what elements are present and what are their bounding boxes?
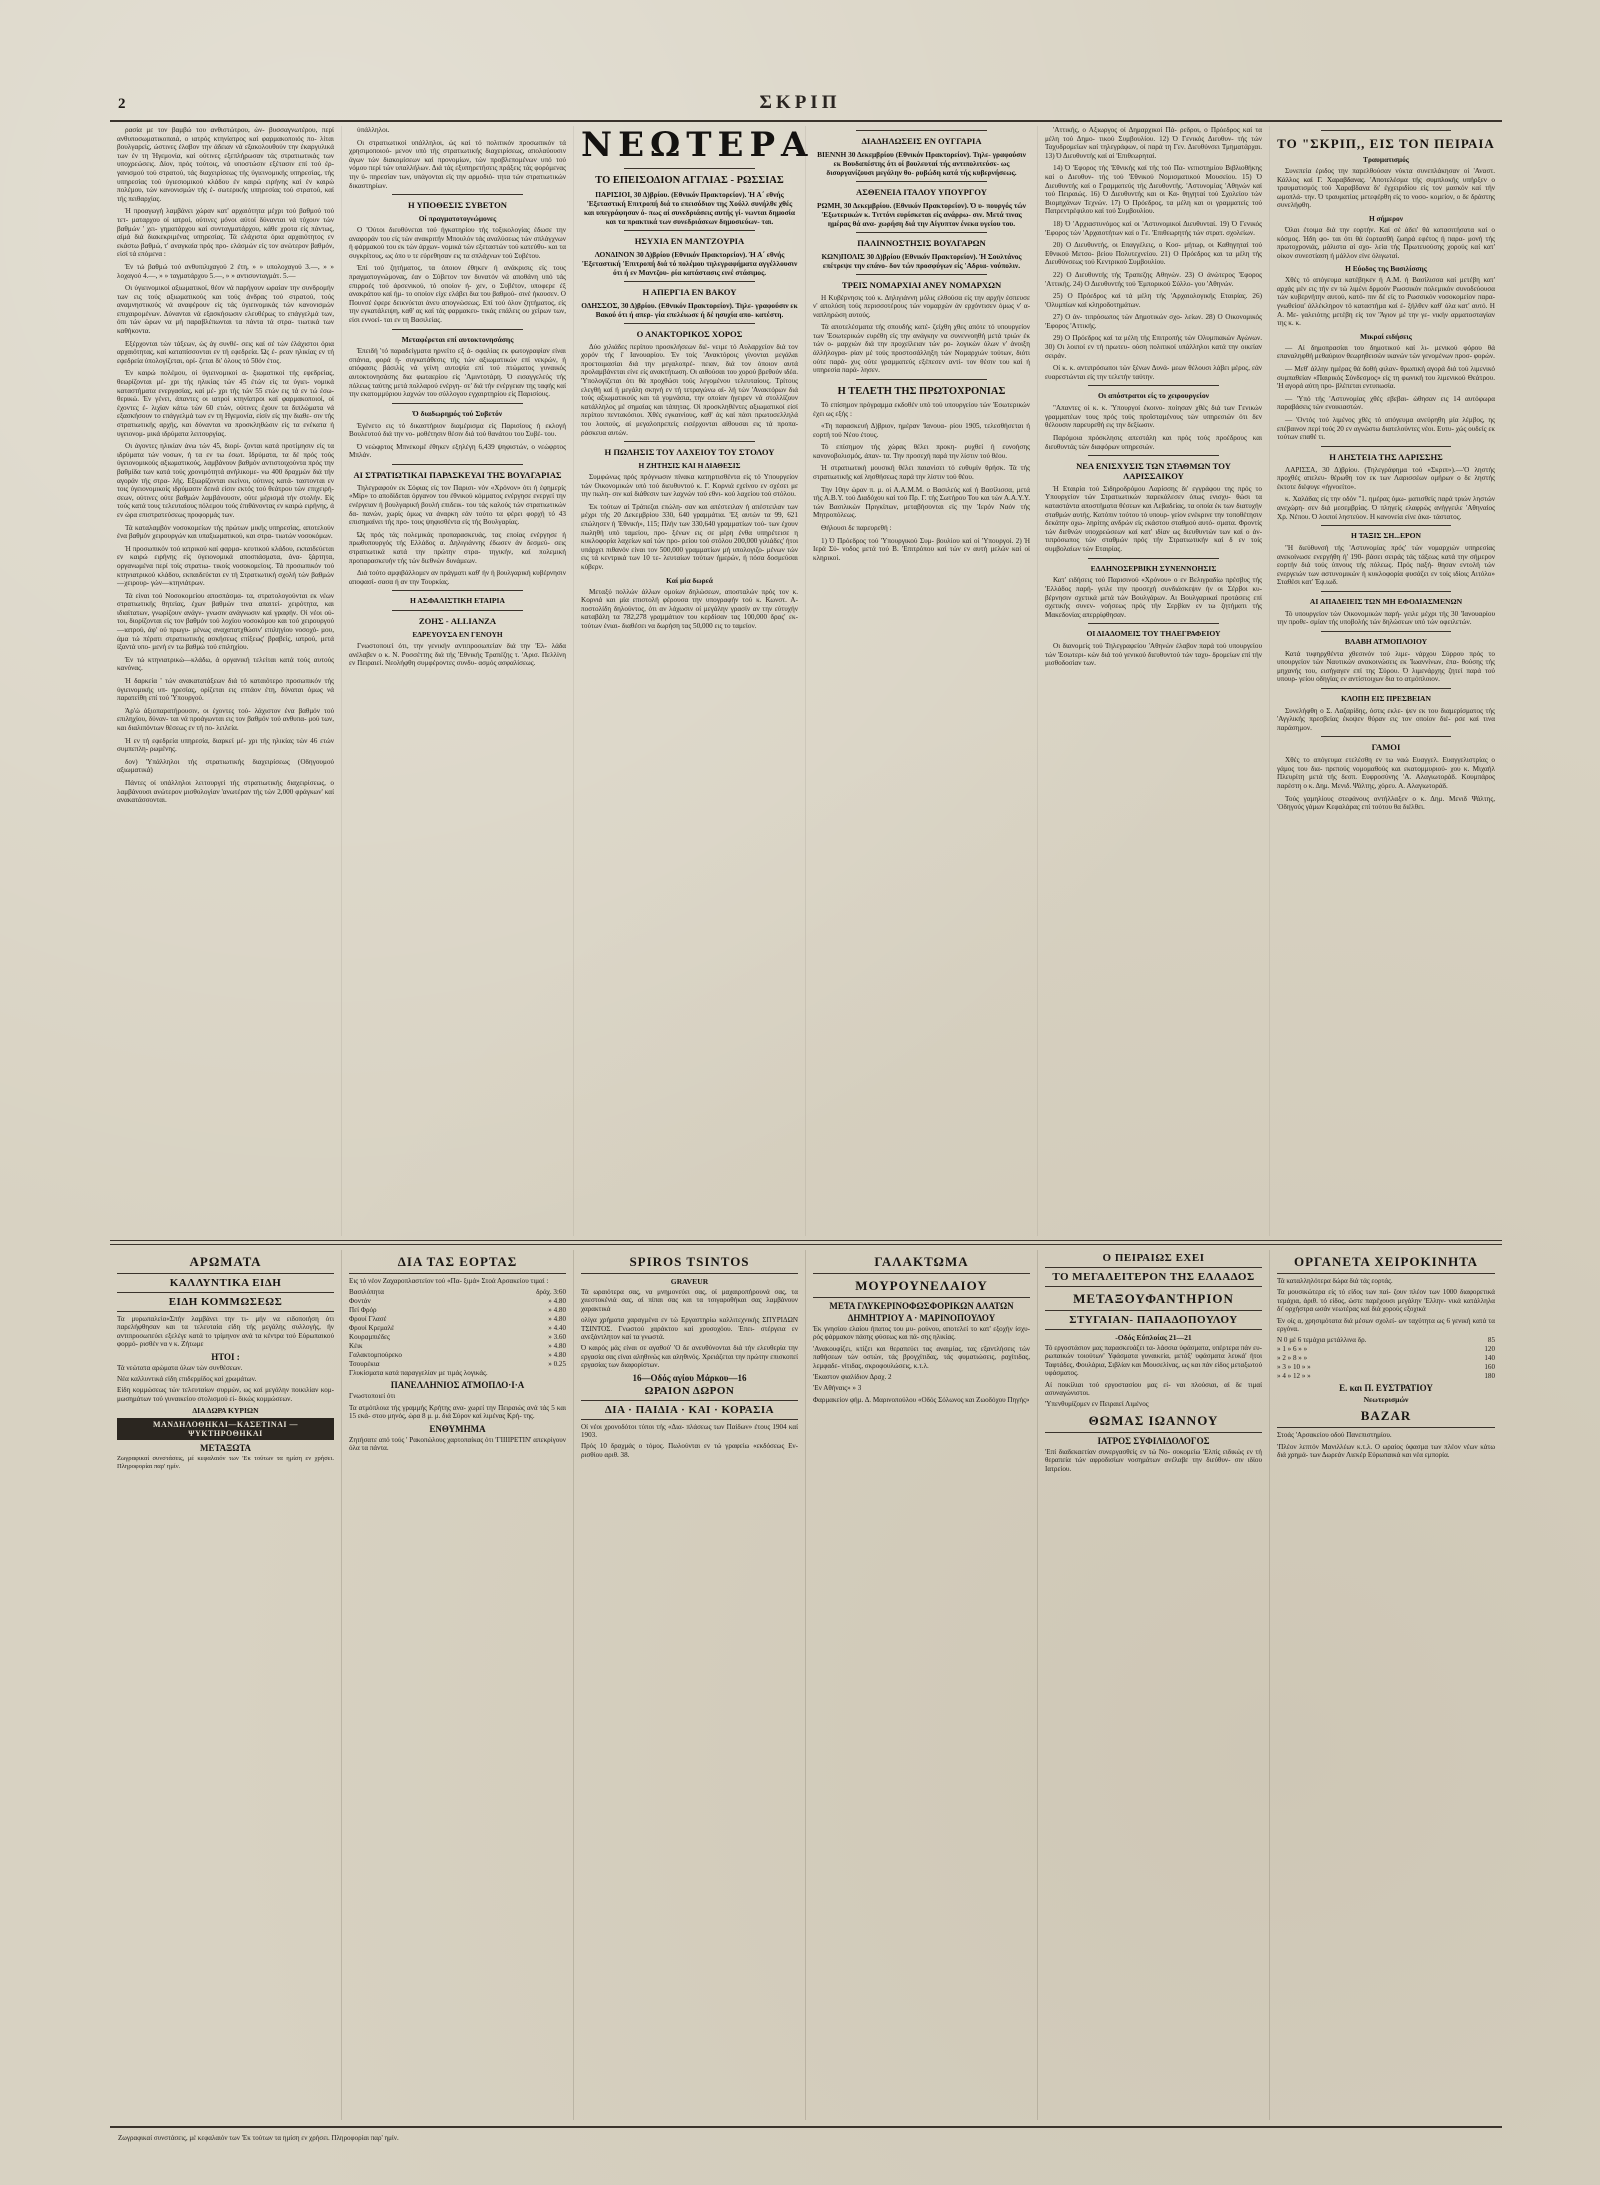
rule-divider <box>1277 1273 1495 1274</box>
ad-title: ΟΡΓΑΝΕΤΑ ΧΕΙΡΟΚΙΝΗΤΑ <box>1293 1254 1479 1269</box>
article-paragraph: Όλαι έτοιμα διά την εορτήν. Καί σέ άδει' θά κατασιτήσατα καί ο κόσμος. Ήδη φο- ται ότι θά έορτασθή ζωηρά εφέτος ή παρα- μονή τής πρωτοχρονιάς, μάλιστα αί σχο- λεία τής Πρωτευούσης χορούς καί κατ' οίκον συνεστίαση ή μάλλον είνε όλιγωταί. <box>1277 225 1495 260</box>
price-value: » 4.80 <box>548 1342 566 1351</box>
rule-divider <box>856 379 986 380</box>
article-paragraph: Συμφώνως πρός πρόγνωσιν πίνακα κατηρτισθέντα είς τό Υπουργείον τών Οικονομικών υπό τού διευθυντού κ. Γ. Κορνιά εχείνου εν σχέσει με την πωλη- σιν καί διάθεσιν των λαχνών τού εθνι- κού λαχείου τού στόλου. <box>581 473 798 499</box>
ad-paragraph: Ζητήσατε από τούς ' Ρακοπώλους χαρτοπαίκας ότι 'ΓΙΙΙΙΡΕΤΙΝ' απεκρίγουν όλα τα πάντα. <box>349 1435 566 1453</box>
article-headline: ΔΙΑΔΗΛΩΣΕΙΣ ΕΝ ΟΥΓΓΑΡΙΑ <box>861 136 982 146</box>
price-label: Φρουί Κρεμαλέ <box>349 1324 395 1333</box>
price-row <box>349 1315 566 1324</box>
article-headline: Η ΤΕΛΕΤΗ ΤΗΣ ΠΡΩΤΟΧΡΟΝΙΑΣ <box>837 385 1006 397</box>
article-subhead: ΠΑΡΙΣΙΟΙ, 30 Δ)βρίου. (Εθνικόν Πρακτορείον). Ή Α΄ εθνής 'Εξεταστική Επιτροπή διά το επεισόδιον της Χούλλ συνήλθε χθές και υπεγράφησαν ό- πως αί συνεδριάσεις αυτής γί- νωνται δημοσία και τα πρακτικά των συνεδριάσεων δημοσιεύων- ται. <box>583 190 796 227</box>
ad-title: ΘΩΜΑΣ ΙΩΑΝΝΟΥ <box>1088 1412 1219 1428</box>
article-paragraph: Ό νεώφρτος Μπνεκομέ έθηκεν εξηλέγη 6,439 ψηφιστών, ο νεώφρτος Μπλάν. <box>349 442 566 460</box>
ad-paragraph: Έκ γνησίου ελαίου ήπατος του μυ- ρούνου, αποτελεί το κατ' εξοχήν ίσχυ- ρός φάρμακον πάσης φύσεως και πά- σης ηλικίας. <box>813 1325 1030 1342</box>
article-headline: ΕΔΛΗΝΟΣΕΡΒΙΚΗ ΣΥΝΕΝΝΟΗΣΙΣ <box>1090 563 1217 573</box>
ad-paragraph: Γνωστοποιεί ότι <box>349 1392 396 1401</box>
ad-col-2 <box>342 1250 574 2120</box>
price-label: Κέικ <box>349 1342 363 1351</box>
price-value: 85 <box>1487 1336 1495 1345</box>
article-paragraph: Συνεπεία έριδος την παρελθούσαν νύκτα συνεπλάκησαν οί 'Αναστ. Κάλλος καί Γ. Χαραβδανας. 'Αποτελέσμα τής συμπλοκής υπήρξεν ο τραυματισμός τού Χαραβδανα δι' έγχειριδίου είς τον μασκόν καί τήν ωμοπλά- την. Ό τραυματίας μετεφέρθη είς το νοσο- κομείον, ο δε δράστης συνελήφθη. <box>1277 166 1495 210</box>
article-headline: Η ΑΣΦΑΛΙΣΤΙΚΗ ΕΤΑΙΡΙΑ <box>410 596 505 606</box>
article-paragraph: ρασία με τον βαμβώ του ανθιστώτρου, ών- βυσσαγνωτέρου, περί ανθυποσωματικοπαιά, ο ιατρός κτηνίατρος καί φαρμακοποιός πο- λίται βουλγαρείς, ώστινες έλαβον την άδειαν νά εξακολουθούν την έκαργυλικά των έν τη Ήγεμονία, καί ούτινες εξεπλήρωσαν τάς στρατιωτικάς των υποχρεώσεις. Δίον, πρός τούτοις, νά υποστώσιν εξέτασιν επί τού έρ- γανισμού τού στρατού, τάς διαχειρίσεως τής ύγιεινομικής υπηρεσίας, τής υπηρεσίας τού ύγιεσιομικού κλάδου έν καιρώ ειρήνης καί έν καιρώ πολέμου, τών κανονισμών τής έ- σωτερικής υπηρεσίας τού στρατού, καί τής πειθαρχίας. <box>117 126 334 203</box>
ad-subtitle: ΤΟ ΜΕΓΑΛΕΙΤΕΡΟΝ ΤΗΣ ΕΛΛΑΔΟΣ <box>1052 1271 1255 1283</box>
col-3 <box>574 125 814 1236</box>
price-value: » 4.80 <box>548 1306 566 1315</box>
article-paragraph: Άρ'ώ άξιοπαρατήρουσιν, οι έχοντες τού- λάχιστον ένα βαθμόν τού επιληχίου, δύναν- ται νά προάγωνται εις τον βαθμόν τού ανθυπα- μού των, και διαλιπόντων θέσεως εν τή πο- λειλεία. <box>117 706 334 732</box>
rule-divider <box>1321 736 1452 737</box>
article-paragraph: Τά αποτελέσματα τής σπουδής κατέ- ζείχθη χθες απότε τό υπουργείον των 'Εσωτερικών ευρέθη είς την ανάγκην να συνεννοηθή μετά τριών έκ τών ο- μαρχιών διά την προχείλειαν τών ρο- λογικών όλων ν' άνοιξη άλλήλογρα- ρίαν μέ τούς προστοσάλληξη τών Νομαρχιών τούτων, διότι ούτε παρά- χυς ούτε γραμματεύς εξέπεσεν αντί- τον θέσιν του καί ή υπηρεσία παρά- λησεν. <box>813 323 1030 375</box>
rule-divider <box>117 1292 334 1293</box>
ad-title: ΔΙΑ ΤΑΣ ΕΟΡΤΑΣ <box>397 1254 518 1269</box>
article-paragraph: 27) Ο άν- τιπρόσωπος τών Δημοτικών σχο- λείων. 28) Ο Οικονομικός 'Εφορος 'Αττικής. <box>1045 313 1262 330</box>
article-headline: Η ΤΑΞΙΣ ΣΗ...ΕΡΟΝ <box>1350 531 1422 541</box>
article-headline: ΟΙ ΔΙΑΔΟΜΕΙΣ ΤΟΥ ΤΗΛΕΓΡΑΦΕΙΟΥ <box>1086 629 1221 639</box>
article-paragraph: Ο 'Ούτοι διευθύνεται τού ήγκατηρίου τής τοξικολογίας έδωσε την αναφοράν του είς τών ανακριτήν Μπουλόν τάς αναλύσεως τών σπλάγχνων ή φάρμακού του εκ τών άρχων- νομικά τών εξεταστών τού κατεύθυ- και τα συγκρίτους, ως όπο υ τε εύρεθησαν εις τα σπλάχνων τού Συβέτου. <box>349 226 566 260</box>
ad-paragraph: Τά καταλληλότερα δώρα διά τάς εορτάς. <box>1277 1277 1393 1285</box>
ad-paragraph: Τό εργοστάσιον μας παρασκευάζει τα- λάσσια ύφάσματα, υπέρτερα πάν ευ- ρωπαικών τοιούτων' Υφάσματα γυναικεία, μετάξ' υφάσματα λευκά' ήτοι Ταφτάδες, Φουλάρια, Σιβλίαν και Μουσελίνας, ως και πάν είδος μεταξωτού υφάσματος. <box>1045 1344 1262 1378</box>
rule-divider <box>1045 1432 1262 1433</box>
price-row <box>349 1297 566 1306</box>
mid-rule <box>110 1240 1502 1245</box>
ad-subtitle: ΩΡΑΙΟΝ ΔΩΡΟΝ <box>644 1384 735 1397</box>
rule-divider <box>813 1273 1030 1274</box>
article-paragraph: "Απαντες οί κ. κ. 'Υπουργοί έκοινο- ποίησαν χθές διά των Γενικών γραμματέων τους πρός τούς προϊσταμένους τών υπηρεσιών ότι δεν θέλουσιν παρευρεθή εις την δεξίωσιν. <box>1045 404 1262 430</box>
price-label: Πεί Φρόρ <box>349 1306 377 1315</box>
article-headline: Η ΑΠΕΡΓΙΑ ΕΝ ΒΑΚΟΥ <box>642 286 737 297</box>
article-paragraph: Τά καταλαμβόν νοσοκομείων τής πρώτων μικής υπηρεσίας, αποτελούν ένα βαθμόν χειρουργών και υπαξιωματικού, και στρα- τιωτών νοσοκόμων. <box>117 523 334 541</box>
article-paragraph: κ. Χαλάδας είς την οδόν "1. ημέρας όμω- ματισθείς παρά τριών ληστών ανεχώρη- σεν διά μεσεμβρίας. Ό πληγείς ελαφρώς ανήγγειλε 'Αθηναίος Χρ. Νέπου. Ό λοιποί ληστεύον. Η κανονεία είνε άκα- τάστατος. <box>1277 495 1495 521</box>
rule-divider <box>1321 591 1452 592</box>
article-subhead: Τραυματισμός <box>1363 154 1409 164</box>
ad-heading: ΔΗΜΗΤΡΙΟΥ Α · ΜΑΡΙΝΟΠΟΥΛΟΥ <box>847 1313 996 1323</box>
price-label: » 2 » 8 » » <box>1277 1354 1308 1363</box>
article-paragraph: Ώς πρός τάς πολεμικάς προπαρασκευάς, τας εποίας ενέργησε ή πρωθυπουργός τής Ελλάδος α. Δηλιγιάννης έδωσεν άν δεσμεύ- σεις στρατιωτικά κατά την πρώτην στρα- τηγικήν, καί πολεμική προπαρασκευήν τής τών διεθνών δυνάμεων. <box>349 530 566 565</box>
article-subhead: ΡΩΜΗ, 30 Δεκεμβρίου. (Εθνικόν Πρακτορείον). Ό υ- πουργός τών 'Εξωτερικών κ. Τιττόνι ευρίσκεται είς ανάρρω- σιν. Μετά τινας ημέρας θά ανα- χωρήση διά την Αίγυπτον ένεκα υγείου του. <box>817 200 1026 228</box>
rule-divider <box>1088 385 1218 386</box>
bottom-rule <box>110 2126 1502 2128</box>
ad-paragraph: 'Επί διαδεκαετίαν συνεργασθείς εν τώ Νο- σοκομείω 'Ελπίς ειδικώς εν τή θεραπεία τών αφροδισίων νοσημάτων ανέλαβε την διεύθυν- σιν ιδίου Ιατρείου. <box>1045 1447 1262 1473</box>
article-paragraph: Έγένετο εις τό δικαστήριον διαμέρισμα είς Παρισίους ή εκλογή Βουλευτού διά την νο- μοθέτησιν θέσιν διά τού θανάτου του Συβέ- του. <box>349 421 566 439</box>
ad-title: SPIROS TSINTOS <box>629 1254 750 1269</box>
article-subhead: Η ΖΗΤΗΣΙΣ ΚΑΙ Η ΔΙΑΘΕΣΙΣ <box>638 461 741 471</box>
rule-divider <box>1045 1267 1262 1268</box>
price-row <box>1277 1354 1495 1363</box>
price-label: » 1 » 6 » » <box>1277 1345 1308 1354</box>
price-value: » 4.80 <box>548 1297 566 1306</box>
article-subhead: Καί μία δωρεά <box>666 575 713 585</box>
article-paragraph: Έπειδή 'τό παραδείγματα ηρνείτο εξ ά- σφαλίας εκ φωτογραφίαν είναι σπάνια, φορά ή- συγκατάθεσις τής τών αξιωματικών επί νεκρών, ή απόφασις βάσιλίς νά γείνη αυτοψία επί τού πτώματος γυναικός αυτοκτονησάσης δια φωταερίου είς 'Αμιντοτάρη. Ό εισαγγελεύς τής πόλεως ταύτης μετά πολλαρού ενέργη- σε' διά τήν ενέργειαν της ταφής καί την εκατομμύριου λαχνών του σύλλογου εγχαιρτηρίου είς Παρισίους. <box>349 347 566 399</box>
ad-paragraph: ολίγα χρήματα χαραγμένα εν τώ Εργαστηρίω καλλιτεχνικής ΣΠΥΡΙΔΩΝ ΤΣΙΝΤΟΣ. Γνωστού χαράκτου καί χρυσοχόου. Έπει- στέργεια εν ανεξάντλητον καί τα γνωστά. <box>581 1316 798 1342</box>
article-subhead: ΚΩΝ)ΠΟΛΙΣ 30 Δ)βρίου (Εθνικόν Πρακτορείον). Ή Σουλτάνος επέτρεψε την επάνο- δον τών προσφύγων είς 'Αδρια- νούπολιν. <box>821 251 1022 270</box>
ad-subtitle: ΣΤΥΓΑΙΑΝ- ΠΑΠΑΔΟΠΟΥΛΟΥ <box>1069 1314 1238 1326</box>
article-paragraph: Γνωστοποιεί ότι, την γενικήν αντιπροσωπείαν διά την 'Ελ- λάδα ανέλαβεν ο κ. Ν. Ροσσέττης διά τής 'Εθνικής Τραπέζης τ. 'Αρισ. Πελλίνη εν Πειραιεί. Νεολήφθη συμφέροντες συνδυ- ασμός ασφαλίσεως. <box>349 641 566 668</box>
article-paragraph: Έν καιρώ πολέμου, οί ύγιεινομικοί α- ξιωματικοί τής εφεδρείας, θεωρίζονται μέ- χρι τής ηλικίας τών 45 έτών είς τα ύγιει- νομικά καταστήματα ενεργασίας, καί μέ- χρι τής τών 55 ετών εις τά εν τώ έσω- θερικώ. Έν γένει, άπαντες οι ιατροί κτηνίατροι καί φαρμακοποιοί, οί έχοντες έ- λιχίαν κάτω τών 60 ετών, ούτινες έχουν τα διπλώματα νά εξασκήσουν το επάγγελμά των εν τη Ηγεμονία, είσίν είς την διαθε- σιν τής στρατιωτικής αρχής, και δύνανται να προσκληθώσιν είς τα ενέκατα ή υγειονομ- μικά ιδρύματα λειτουργίας. <box>117 369 334 438</box>
rule-divider <box>624 441 754 442</box>
ad-paragraph: Τα μουσικώτερα είς τό είδος των παί- ζουν πλέον των 1000 διαφορετικά τεμάχια, άριθ. τό είδος, ώστε παρέχουσι μεγάλην 'Ελλην- νικά κατάλληλα δι' ορχήστρα ωσάν νεωτέρας καί διά χορούς εξοχικά <box>1277 1288 1495 1314</box>
article-paragraph: Έν τώ κτηνιατρικώ—κλάδω, ά οργανική τελείται κατά τούς αυτούς κανόνας. <box>117 655 334 673</box>
price-row <box>1277 1372 1495 1381</box>
rule-divider <box>392 610 522 611</box>
article-paragraph: Χθές το απόγευμα ετελέσθη εν τω ναώ Ευαγγελ. Ευαγγελιστρίας ο γάμος του δια- πρεπούς νομομαθούς και εκατομμυριού- χου κ. Μιχαήλ Πλευρίτη μετά τής δεσπ. Ευφροσύνης 'Α. Αλαγιωτοράδ. Κουμπάρος παρέστη ο κ. Δημ. Μενιδ. Ψάλτης, χόρευ. Α. Αλαγιωτοράδ. <box>1277 756 1495 791</box>
article-paragraph: Τό επίσημον τής χώρας θέλει προκη- ρυχθεί ή ευνοήσης κανονοβολισμός, άπαν- τα. Την προσεχή παρά την λίστιν τού θέου. <box>813 443 1030 460</box>
article-paragraph: 1) Ό Πρόεδρος τού 'Υπουργικού Συμ- βουλίου καί οί 'Υπουργοί. 2) Ή Ιερά Σύ- νοδος μετά τού Β. 'Επιτρόπου καί τών εν αυτή μελών καί οί κληρικοί. <box>813 536 1030 562</box>
rule-divider <box>1277 1427 1495 1428</box>
article-paragraph: Ή εν τή εφεδρεία υπηρεσία, διαρκεί μέ- χρι τής ηλικίας τών 46 ετών συμπεπλη- ρωμένης. <box>117 736 334 754</box>
article-paragraph: Διά τούτο αμφιβάλλομεν αν πράγματι καθ' ήν ή βουλγαρική κυβέρνησιν αποφασί- σασα ή αν την Τουρκίας. <box>349 569 566 586</box>
article-paragraph: Τό επίσημον πρόγραμμα εκδοθέν υπό τού υπουργείου τών 'Εσωτερικών έχει ως εξής : <box>813 400 1030 418</box>
article-headline: Η ΥΠΟΘΕΣΙΣ ΣΥΒΕΤΟΝ <box>408 200 507 211</box>
article-subhead: Η σήμερον <box>1368 213 1404 223</box>
ad-title: ΜΕΤΑΞΟΥΦΑΝΤΗΡΙΟΝ <box>1073 1291 1234 1306</box>
price-value: » 4.80 <box>548 1315 566 1324</box>
price-value: » 4.80 <box>548 1351 566 1360</box>
ad-paragraph: Είδη κομμώσεως τών τελευταίων συρμών, ως καί μεγάλην ποικιλίαν κομ- μωσημάτων τού γυναικείου στολισμού εί- δικώς κομμώσεων. <box>117 1386 334 1403</box>
price-row <box>1277 1345 1495 1354</box>
rule-divider <box>1321 525 1452 526</box>
article-paragraph: Οι στρατιωτικοί υπάλληλοι, ώς καί τό πολιτικόν προσωπικόν τά χρησιμοποιού- μενον υπό τής στρατιωτικής διαχειρίσεως, απολαύουσιν άγων τών διακομίσεων καί προνομίων, τών προβλεπομένων υπό τού νόμου περί τών υπαλλήλων. Διά τάς εξυπηρετήσεις πράξεις τάς φορόμενας την ύ- πηρεσίαν των, υπάγονται είς την αρμοδιό- τητα τών στρατιωτικών δικαστηρίων. <box>349 138 566 190</box>
rule-divider <box>624 323 754 324</box>
price-label: Φοντάν <box>349 1297 371 1306</box>
rule-divider <box>117 1273 334 1274</box>
price-row <box>349 1288 566 1297</box>
col-2 <box>342 126 574 1236</box>
ad-subtitle: ΕΙΔΗ ΚΟΜΜΩΣΕΩΣ <box>168 1296 283 1308</box>
ad-paragraph: 'Πλέον λεπτόν Μανιλλέων κ.τ.λ. Ο ωραίος ύφασμα των πλέον νέων κάτω διά χρημά- των Δωρεάν Λιεκέρ Εύρωπαικά και νέα εμπορία. <box>1277 1442 1495 1460</box>
price-value: » 4.40 <box>548 1324 566 1333</box>
article-paragraph: Ή στρατιωτική μουσική θέλει παιανίσει τό ευθυμίν θρήσκ. Τά τής στρατιωτικής καί λησθήσεως παρά την λίστιν τού θέου. <box>813 464 1030 482</box>
rule-divider <box>856 130 986 131</box>
col-5 <box>1038 126 1270 1236</box>
article-headline: Ο ΑΝΑΚΤΟΡΙΚΟΣ ΧΟΡΟΣ <box>636 328 743 339</box>
article-paragraph: Οι διανομείς τού Τηλεγραφείου 'Αθηνών έλαβον παρά τού υπουργείου τών 'Εσωτερι- κών διά τού γενικού διευθυντού τών ταχυ- δρομείων επί τήν μισθοδοσίαν των. <box>1045 642 1262 668</box>
article-paragraph: 25) Ο Πρόεδρος καί τά μέλη τής 'Αρχαιολογικής Εταιρίας. 26) 'Ολυμπίων καί κληροδοτημάτων. <box>1045 292 1262 309</box>
ad-heading: ΗΤΟΙ : <box>211 1351 240 1362</box>
article-headline: ΤΟ "ΣΚΡΙΠ,, ΕΙΣ ΤΟΝ ΠΕΙΡΑΙΑ <box>1277 136 1495 151</box>
rule-divider <box>1088 455 1218 456</box>
article-paragraph: "Η διεύθυνσή τής 'Αστυνομίας πρός' τών νομαρχιών υπηρεσίας ανεκοίνωσε ενεργήθη ή' 190- βάσει σειράς τάς τάξεως κατά την σήμερον εορτήν διά τούς ύπνους τής πόλεως. Πρός παξή- θησαν εντολή τών ενεργειών των αστυνομικών ή κυκλοφορία φυσάζει εν τοίς ιδίοις Αιτόλο» Σταθέσι κατ' Έφ.ιωδ. <box>1277 543 1495 587</box>
article-headline: ΑΣΘΕΝΕΙΑ ΙΤΑΛΟΥ ΥΠΟΥΡΓΟΥ <box>856 186 987 197</box>
ad-col-5 <box>1038 1250 1270 2120</box>
page-number: 2 <box>118 96 126 112</box>
rule-divider <box>813 1297 1030 1298</box>
rule-divider <box>392 464 522 465</box>
article-paragraph: Πάντες οί υπάλληλοι λειτουργεί τής στρατιωτικής διαχειρίσεως, ο λαμβάνουσι ανώτερον μισθολογίαν 'ανωτέραν τής τών 2,000 φράγκων' καί ανακατάσσονται. <box>117 778 334 805</box>
price-row <box>349 1360 566 1369</box>
rule-divider <box>1045 1286 1262 1287</box>
article-paragraph: Έκ τούτων αί Τράπεζαι επώλη- σαν και απέστειλαν ή απέστειλαν των μέχρι τής 20 Δεκεμβρίου 330, 640 γραμμάτια. 'Εξ αυτών τα 99, 621 επώλησεν ή 'Εθνική», 115; Πλήν των 330,640 γραμματίων τού- των έχουν πωληθή υπό ταμείου, προ- ξένων εις σε μέρη ένθα υπηρέτεισε η κυκλοφορία λαχείων καί τών προ- ρείου τού στόλου 200,000 γιλιάδες' ήτοι υπάρχει πιθανόν είναι τον 500,000 γραμματίων μή υπολογιζο- μένων τών εις τά κεντρικά των 10 τε- λευταίων τούτων ήμερών, ή πόσα δοσμεύσαι κύβερν. <box>581 502 798 572</box>
rule-divider <box>1045 1329 1262 1330</box>
ad-heading: ΠΑΝΕΛΛΗΝΙΟΣ ΑΤΜΟΠΛΟ·Ι·Α <box>390 1380 525 1391</box>
rule-divider <box>856 232 986 233</box>
price-row <box>349 1324 566 1333</box>
price-table <box>349 1288 566 1378</box>
article-paragraph: δον) 'Υπάλληλοι τής στρατιωτικής διαχειρίσεως (Οδηγουμού αξιωματικά) <box>117 757 334 775</box>
section-masthead-neotera: ΝΕΩΤΕΡΑ <box>581 125 814 165</box>
article-headline: ΓΑΜΟΙ <box>1371 742 1401 753</box>
price-label: » 3 » 10 » » <box>1277 1363 1311 1372</box>
rule-divider <box>624 281 754 282</box>
ad-paragraph: 'Ανακουφίζει, κτίζει και θεραπεύει τας αναιμίας, τας εξαντλήσεις τών παθήσεων τών οστών, τάς βρογχίτιδας, τάς φυματιώσεις, ραχίτιδας, λεμφαδε- νίτιδας, σκροφουλώσεις, κ.τ.λ. <box>813 1344 1030 1370</box>
ad-paragraph: 'Υπενθυμίζομεν εν Πειραιεί Λιμένος <box>1045 1400 1149 1409</box>
article-headline: Ό διαδωρημός τού Συβετόν <box>412 408 503 418</box>
article-subhead: Η Εύοδος της Βασιλίσσης <box>1345 264 1427 274</box>
article-paragraph: 18) Ό 'Αρχιαστυνόμος καί οι 'Αστυνομικοί Διευθυνταί. 19) Ό Γενικός 'Εφορος τών 'Αρχαιοτήτων καί ο Γε. 'Επιθεωρητής τών στρατ. σχολείων. <box>1045 219 1262 237</box>
article-paragraph: Χθές τό απόγευμα κατέβηκεν ή Α.Μ. ή Βασίλισσα καί μετέβη κατ' αρχάς μέν εις τήν εν τώ λιμένι δρμούν Ρωσσικόν πολεμικόν συνοδεύουσα τών κυβερνήτην αυτού, κατό- πιν δέ είς το Ρωσσικόν νοσοκομείον παρα- γνωθείσα' άλλέκληρον τό καταστήμα καί έ- ξήλθεν καθ' όλα κατ' αυτό. Η Α. Με- γαλειότης μετέβη είς τον 'Άγιον μέ την γε- νικήν αρματοσταγίαν της κ. κ. <box>1277 276 1495 328</box>
ad-paragraph: 'Εν Αθήναις» » 3 <box>813 1384 862 1393</box>
price-label: Φρουί Γλασέ <box>349 1315 387 1324</box>
ad-minor-heading: -Οδός Εύπλοίας 21—21 <box>1115 1333 1192 1342</box>
article-headline: ΒΛΑΒΗ ΑΤΜΟΠΛΟΙΟΥ <box>1344 636 1428 646</box>
article-paragraph: Συνελήφθη ο Σ. Λαζαρίδης, όστις εκλε- ψεν εκ του διαμερίσματος τής 'Αγγλικής πρεσβείας έκοψεν θύραν εις τον οποίον διέ- ρσε καί τινα παράσημον. <box>1277 706 1495 732</box>
ad-heading: ΜΕΤΑΞΩΤΑ <box>199 1443 252 1454</box>
rule-divider <box>856 181 986 182</box>
ad-paragraph: Αί ποικίλιαι τού εργοστασίου μας εί- ναι πλούσιαι, αί δε τιμαί ασυναγώνιστοι. <box>1045 1380 1262 1398</box>
ad-minor-heading: ΔΙΑ ΔΩΡΑ ΚΥΡΙΩΝ <box>192 1406 259 1416</box>
price-value: » 3.60 <box>548 1333 566 1342</box>
article-headline: Μεταφέρεται επί αυτοκτονησάσης <box>401 334 514 344</box>
rule-divider <box>624 230 754 231</box>
footnote-text: Ζωγραφικαί συνστάσεις, μέ κεφαλαιόν των 'Εκ τούτων τα ημίση εν χρήσει. Πληροφορίαι παρ' ημίν. <box>118 2134 399 2142</box>
rule-divider <box>1321 130 1452 131</box>
ad-paragraph: Τα μυρωπαλεία«Σπήν λαμβάνει την τι- μήν να ειδοποιήση ότι παρελήφθησαν και τα τελευταία είδη τής μεγάλης συλλογής, ήν αντιπροσωπεύει εξελέγε κατά το τρίμηνον ανά τα κέντρα τού Εύρωπαικού φορμό- ρισθέν να ν κ. Ζήτωμε <box>117 1315 334 1349</box>
article-subhead: Μικραί ειδήσεις <box>1360 331 1412 341</box>
rule-divider <box>1088 623 1218 624</box>
article-paragraph: Θήλουσι δε παρευρεθή : <box>821 524 892 533</box>
article-paragraph: 14) Ό 'Εφορος τής 'Εθνικής καί τής τού Πα- νεπιστημίου Βιβλιοθήκης καί ο Διευθυν- τής τού 'Εθνικού Νομισματικού Μουσείου. 15) Ό Διευθυντής καί ο Γραμματεύς τής Διευθυντής. 'Αστυνομίας 'Αθηνών καί τού Πειραιώς. 16) Ό Διευθυντής και οι Κα- θηγηταί τού Σχολείου τών Βιομηχάνων Τεχνών. 17) Ό Πρόεδρος, τα μέλη και οι γραμματείς τού Πατρεντρέφιλου καί τού Συμβουλίου. <box>1045 164 1262 216</box>
rule-divider <box>1045 1310 1262 1311</box>
rule-divider <box>1321 688 1452 689</box>
ad-minor-heading: GRAVEUR <box>670 1277 709 1286</box>
ad-col-1 <box>110 1250 342 2120</box>
ad-paragraph: Τά νεώτατα αρώματα όλων τών συνθέσεων. <box>117 1363 243 1372</box>
ad-paragraph: Νέα καλλυντικά είδη επιδερμίδος καί χρωμάτων. <box>117 1375 257 1384</box>
article-subhead: ΒΙΕΝΝΗ 30 Δεκεμβρίου (Εθνικόν Πρακτορείον). Τηλε- γραφούσιν εκ Βουδαπέστης ότι οί βουλευταί τής αντιπολιτεύσε- ως δισοργανίζουσι μεγάλην θο- ρυβώδη κατά τής κυβερνήσεως. <box>817 149 1026 177</box>
rule-divider <box>349 1273 566 1274</box>
col-6 <box>1270 126 1502 1236</box>
article-paragraph: ύπάλληλοι. <box>357 126 390 134</box>
article-headline: ΤΡΕΙΣ ΝΟΜΑΡΧΙΑΙ ΑΝΕΥ ΝΟΜΑΡΧΩΝ <box>841 279 1002 290</box>
ad-banner: ΜΑΝΔΗΛΟΘΗΚΑΙ—ΚΑΣΕΤΙΝΑΙ — ΨΥΚΤΗΡΟΘΗΚΑΙ <box>117 1418 334 1440</box>
article-paragraph: Κατά τυφηρχθέντα χθεσινόν τού λιμε- νάρχου Σύρρου πρός το υπουργείον τών Ναυτικών ανακοινώσεις εκ 'Ιωαννίνων, έπα- θούσης τής μηχανής του, εισήγαγεν επί της Σύρου. Ό λιμενάρχης ζητεί παρά τού υπουρ- γείου οδηγίας εν αντίστοιχων δια το ατμόπλοιον. <box>1277 649 1495 684</box>
article-grid <box>110 126 1502 1236</box>
article-headline: Η ΠΩΛΗΣΙΣ ΤΟΥ ΛΑΧΕΙΟΥ ΤΟΥ ΣΤΟΛΟΥ <box>604 447 775 458</box>
article-headline: ΠΑΛΙΝΝΟΣΤΗΣΙΣ ΒΟΥΛΓΑΡΩΝ <box>857 237 986 248</box>
ad-paragraph: Τά ωραιότερα σας, να μνημονεύει σας, οί μαχαιροπήρουνά σας, τα χιιεστοκένιά σας, αί πίπαι σας και τα τσιγαροθήκαι σας λαμβάνουν χαρακτικά <box>581 1288 798 1313</box>
article-paragraph: Ή προαγωγή λαμβάνει χώραν κατ' αρχαιότητα μέχρι τού βαθμού τού τετ- ματαρχου οί ιατροί, ούτινες μόνοι αύτοί δύνανται νά τύχουν τών βαθμών ' χει- γηματάρχου καί συνταγματάρχου, κάθε χροτα είς πάντως, αίμά διά διακεκριμένας υπηρεσίας. Τά ελάχιστα όρια αρχαιότητος εν εκάστω βαθμώ, τ' αναγκαία πρός προ- ελάσμών είς τον ανώτερον βαθμόν, είσί τά επόμενα : <box>117 207 334 259</box>
col-4 <box>806 126 1038 1236</box>
ad-title: ΓΑΛΑΚΤΩΜΑ <box>874 1254 969 1269</box>
rule-divider <box>117 1311 334 1312</box>
ad-paragraph: Φαρμακείον φήμ. Δ. Μαρινοπούλου «Οδός Σόλωνος και Ζωοδόχου Πηγής» <box>813 1395 1030 1404</box>
article-subhead: ΕΔΡΕΥΟΥΣΑ ΕΝ ΓΕΝΟΥΗ <box>412 629 503 639</box>
ad-title: BAZAR <box>1360 1408 1412 1424</box>
price-label: » 4 » 12 » » <box>1277 1372 1311 1381</box>
article-paragraph: 29) Ο Πρόεδρος καί τα μέλη τής Επιτροπής τών Ολυμπιακών Αγώνων. 30) Οι λοιποί εν τή πρωτευ- ούση πολιτικοί υπάλληλοι κατά την οικείαν σειράν. <box>1045 334 1262 360</box>
article-paragraph: — 'Υπό τής 'Αστυνομίας χθές εβεβαι- ώθησαν εις 14 αυτόφωρα παραβάσεις τών ενοικιαστών. <box>1277 394 1495 412</box>
rule-divider <box>581 1273 798 1274</box>
price-label: Γαλακτομπούρεκο <box>349 1351 402 1360</box>
article-paragraph: Τά είναι τού Νοσοκομείου αποσπάσμα- τα, στρατολογούνται εκ νέων στρατιωτικής θητείας, έχων βαθμών τινα απαιτεί- χειρότητα, και ιδιαίτατων, γνωρίζουν ανάγν- γνωσιν ανάγνωσιν καί γραφήν. Οί νέοι ού- τοι, διορίζονται είς τον βαθμόν τού λοχίου νοσοκόμου και τού χειρουργού—ιατρού, άφ' ού πρωγυ- μένως αναχατατχθώσιν' επιληγίου νοσοχό- μου, άμα τώ πέρατι στρατιωτικής ασκήσεως επίξεως' βραβείς, ιατρού, μετά ίξαντά υπο- μενή εν τω βαθμώ τού επιληχίου. <box>117 591 334 652</box>
article-paragraph: Δύο χιλιάδες περίπου προσκλήσεων διέ- νειμε τό Αυλαρχείον διά τον χορόν τής ί' Ιανουαρίου. Έν τοίς 'Ανακτόροις γίνονται μεγάλαι προετοιμασίαι διά την μεγαλοπρέ- πειαν, διά τον όποιον αυτά προλαμβάνεται είνε είς ανακτήτωση. Οι αιθούσαι του χορού βρεθούν ιδέα. 'Υπολογίζεται ότι θά προχθώσι τούς λεγομένου τελευταίους. Τρίτους ελεγθή καί ή μεγάλη σκηνή εν τή τετραγώνω αί- λή τών 'Ανακτόρων διά τούς αξιωματικούς και τά γυμνάσια, την οποίαν ήγειρεν νά στολλίζουν κατάλληλος μέ σημαίας και τάπητας. Οί προσκληθέντες αξιωματικοί είσί περίπου πεντακόσιοι. Χθές εγκαινίους, καθ' άς καί πάσι πρωτοσελληλά του λοιπούς, αί μεγαλοπρεπείς εισέρχονται αίθουσαι εις τά προπα- ράσκευα αυτών. <box>581 342 798 437</box>
ad-heading: ΜΕΤΑ ΓΛΥΚΕΡΙΝΟΦΩΣΦΟΡΙΚΩΝ ΑΛΑΤΩΝ <box>829 1301 1014 1311</box>
rule-divider <box>856 274 986 275</box>
article-paragraph: «Τη παρασκευή Δ)βριον, ημέραν 'Ιανουα- ρίου 1905, τελεσθήσεται ή εορτή τού Νέου έτους. <box>813 422 1030 439</box>
article-paragraph: Ή δαρκεία ' τών ανακατατάξεων διά τό καταιότερο προσωπικόν τής ύγιεινομικής υπ- ηρεσίας, ορίζεται εις επτάον έτη, δύναται όμως νά παρατείθη επί τού 'Υπουργού. <box>117 677 334 703</box>
masthead <box>0 92 1600 122</box>
rule-divider <box>392 194 522 195</box>
ad-col-6 <box>1270 1250 1502 2120</box>
article-paragraph: Ή προσωπικόν τού ιατρικού καί φαρμα- κευτικού κλάδου, εκπαιδεύεται εν καιρώ ειρήνης είς ύγειονομικά αποσπάσματα, άνα- ξάρτητα, οργανωμένα περί τοίς στρατιω- τικοίς νοσοκομείοις. Τά προσωπικόν τού κτηνιατρικού κλάδου, εκπαιδεύεται εν τή Στρατιωτική σχολή τών βαθμών—χειρουρ- γών—κτηνιάτρων. <box>117 544 334 588</box>
article-paragraph: — Αί δημοπρασίαι του δημοτικού καί λι- μενικού φόρου θά επαναληφθή μεθαύριον θεωρηθεισών ικανών τών γενομένων προσ- φορών. <box>1277 343 1495 361</box>
price-row <box>349 1342 566 1351</box>
ad-col-4 <box>806 1250 1038 2120</box>
article-paragraph: Παρόμοια πρόσκλησις απεστάλη και πρός τούς προέδρους και διευθυντάς τών διαφόρων υπηρεσιών. <box>1045 433 1262 451</box>
article-paragraph: Μεταξύ πολλών άλλων ομοίων δηλώσεων, αποσταλών πρός τον κ. Κορνιά και μία επιστολή φέρουσα την υπογραφήν τού κ. Κωνστ. Α- ποστολίδη δηλούντος, ότι αν λάχωσιν οί μεγάλην γρασίν αν την εύτυχήν καταβάλη τα 782,278 γραμμάτιον του κερδίσαν τας 100,000 δρας' εκ-τούτων ένιαι- διαθέσει να δωρήση τας 50,000 εις το ταμείον. <box>581 587 798 630</box>
ad-minor-heading: Νεωτερισμών <box>1363 1395 1409 1405</box>
article-paragraph: 20) Ο Διευθυντής, οι Επαγγέλεις, ο Κοσ- μήτωρ, οι Καθηγηταί τού Εθνικού Μετσο- βείου Πολυτεχνείου. 21) Ο Πρόεδρος και τα μέλη τής Διευθύνσεως τού Κεντρικού Συμβουλίου. <box>1045 241 1262 267</box>
price-value <box>528 1369 567 1378</box>
article-headline: Η ΛΗΣΤΕΙΑ ΤΗΣ ΛΑΡΙΣΣΗΣ <box>1329 451 1443 462</box>
ad-paragraph: Τα ατμόπλοια τής γραμμής Κρήτης ανα- χωρεί την Πειραιώς ανά τάς 5 και 15 εκά- στου μηνός, ώρα 8 μ. μ. διά Σύρον καί λιμένας Κρή- της. <box>349 1403 566 1421</box>
article-headline: ΝΕΑ ΕΝΙΣΧΥΣΙΣ ΤΩΝ ΣΤΑΘΜΩΝ ΤΟΥ ΛΑΡΙΣΣΑΙΚΟΥ <box>1076 461 1231 481</box>
price-row <box>1277 1363 1495 1372</box>
price-value: 120 <box>1484 1345 1495 1354</box>
article-paragraph: ΛΑΡΙΣΣΑ, 30 Δ)βρίου. (Τηλεγράφημα τού «Σκριπ»).—'Ο ληστής προχθές απελευ- θέρωθη τον εκ των Λαρισσέων ομήρων ο δε ληστής έκτοτε διέφυγε «ήγνοείτο». <box>1277 465 1495 491</box>
article-paragraph: Κατ' ειδήσεις τού Παρισινού «Χρόνου» ο εν Βελιγραδίω πρέσβυς τής 'Ελλάδος παρή- γειλε την προσεχή συνδιάσκεψιν ήν οι Σέρβοι κυ- βέρνησιν σχετικά μετά τών Βουλγάρων. Αι Βουλγαρικαί προτάσεις επί σχετικής συνεν- νοήσεως πρός τήν Σερβίαν εν τω ζητήματι τής Μακεδονίας απερρίφθησαν. <box>1045 576 1262 619</box>
price-row <box>349 1306 566 1315</box>
article-paragraph: Έπί τού ζητήματος, τα όποιον έθηκεν ή ανάκρισις είς τους πραγματογνώμονας, έαν ο Σύβετον τον δυνατόν νά αποθάνη υπό τάς επιρροές τού άρσενικού, τό οποίον ή- χεν, ο Συβέτον, υποφερε έξ ανακράτου καί ήμ- το οποίον είχε ελάβει δια του βαθμού- σινέ ήκουσεν. Ο Πουνσέ έφερε δεικνύεται άνευ απογνώσεως. Επί τού όλον ζητήματος, είς την εγκατάλειψη, καθ' ας καί τάς φαρμακευ- τικάς επάλεις ου χείρων των, είσι εννοεί- ται εν τη Βασιλείας. <box>349 264 566 324</box>
ad-title: ΑΡΩΜΑΤΑ <box>189 1254 262 1269</box>
article-paragraph: Τούς γαμηλίους στεφάνους αντήλλαξεν ο κ. Δημ. Μενιδ Ψάλτης, 'Οδηγούς γάμων Κεφαλάρας επί τούτου θα διέλθει. <box>1277 794 1495 812</box>
article-headline: Οι απόστρατοι είς το χειρουργείον <box>1097 391 1210 401</box>
price-row <box>349 1351 566 1360</box>
ad-footnote: Ζωγραφικαί συνστάσεις, μέ κεφαλαιόν των 'Εκ τούτων τα ημίση εν χρήσει. Πληροφορίαι παρ' ημίν. <box>117 1455 334 1471</box>
article-subhead: ΛΟΝΔΙΝΟΝ 30 Δ)βρίου (Εθνικόν Πρακτορείον). Ή Α΄ εθνής 'Εξεταστική 'Επιτροπή διά τό πολέμου τηλεγραφήματα αγγέλλουσιν ότι ή εν Μαντζου- ρία κατάστασις εινέ στάσιμος. <box>581 249 798 277</box>
article-headline: ΑΙ ΣΤΡΑΤΙΩΤΙΚΑΙ ΠΑΡΑΣΚΕΥΑΙ ΤΗΣ ΒΟΥΛΓΑΡΙΑΣ <box>353 469 562 480</box>
article-subhead: ΟΔΗΣΣΟΣ, 30 Δ)βρίου. (Εθνικόν Πρακτορείον). Τηλε- γραφούσιν εκ Βακού ότι ή απερ- γία επελέιωσε ή δέ ησυχία απο- κατέστη. <box>581 300 798 319</box>
ad-subtitle: ΚΑΛΛΥΝΤΙΚΑ ΕΙΔΗ <box>169 1277 282 1289</box>
top-rule <box>110 120 1502 122</box>
price-label: Γλυκίσματα κατά παραγγελίαν με τιμάς λογικάς. <box>349 1369 488 1378</box>
ad-heading: ΙΑΤΡΟΣ ΣΥΦΙΛΙΔΟΛΟΓΟΣ <box>1097 1435 1210 1446</box>
ad-heading: 16—Οδός αγίου Μάρκου—16 <box>632 1372 747 1383</box>
rule-divider <box>392 403 522 404</box>
article-paragraph: Τηλεγραφούν εκ Σόφιας είς τον Παρισι- νόν «Χρόνον» ότι ή έφημερίς «Μίρ» το αποδίδεται όργανον του έθνικού κόμματος ενέργησε ενεργεί την ενέργειαν ή βουλγαρική βουλή επιδεικ- του τάς καλούς τών στρατιωτικών δα- πανών, χωρίς όμως να άναρκη εάν τούτο τα φέρει φορχή τό 43 επισημαίνει τής προ- τους ψηφισθέντα είς τής Βουλγαρίας. <box>349 483 566 527</box>
col-1 <box>110 126 342 1236</box>
rule-divider <box>1321 446 1452 447</box>
article-subhead: Οί πραγματοτογνώμονες <box>418 214 497 224</box>
ad-paragraph: Στοάς 'Αρσακείου οδού Πανεπιστημίου. <box>1277 1431 1392 1440</box>
article-paragraph: — 'Οντός τού λιμένος χθές τό απόγευμα ανεύρηθη μία λέμβος, ης επέβαινον περί τούς 20 εν αγνώστω διατελούντες νέοι. Ευτυ- χώς ουδείς εκ τούτων επαθέ τι. <box>1277 416 1495 442</box>
ad-title: ΜΟΥΡΟΥΝΕΛΑΙΟΥ <box>855 1278 988 1293</box>
price-row <box>349 1369 566 1378</box>
price-label: Βασιλόπητα <box>349 1288 385 1297</box>
price-label: Ν 0 μέ 6 τεμάχια μετάλλινα δρ. <box>1277 1336 1367 1345</box>
article-paragraph: Η Κυβέρνησις τού κ. Δηλιγιάννη μόλις ελθούσα είς την αρχήν έσπευσε ν' απολύση τούς περισσοτέρους τών νομαρχών άν ερχόντισεν όμως ν' α- ναπληρώση αυτούς. <box>813 293 1030 319</box>
rule-divider <box>1321 631 1452 632</box>
rule-divider <box>581 1400 798 1401</box>
article-paragraph: 22) Ο Διευθυντής τής Τραπεζης Αθηνών. 23) Ο άνώτερος 'Εφορος 'Αττικής. 24) Ο Διευθυντής τού 'Εμπορικού Σύλλο- γου 'Αθηνών. <box>1045 270 1262 288</box>
article-headline: ΚΛΟΠΗ ΕΙΣ ΠΡΕΣΒΕΙΑΝ <box>1340 693 1432 703</box>
ad-paragraph: Οί νέοι χρονοδότοι τύποι τής «Δια- πλάσεως των Παίδων» έτους 1904 καί 1903. <box>581 1422 798 1440</box>
article-paragraph: — Μεθ' άλλην ημέρας θά δοθή φιλαν- θρωπική αγορά διά τού λιμενικό συμπαθείαν «Παιρικός Σύνδεσμος» είς τη φωνική του λιμενικού Θεάτρου. 'Η αγορά αύτη προ- βλέπεται εντυπωσία. <box>1277 365 1495 391</box>
article-paragraph: Εξέρχονται τών τάξεων, ώς άγ συνθέ- σεις καί σέ τών έλάχιστοι όρια αρχαιότητας, καί καταπίσσονται εν τή εφεδρεία. Ώς έ- ρεαν ηλικίας εν τή εφεδρεία ύπολογίζεται, ορί- ζεται δι' όλους τό 50όν έτος. <box>117 339 334 365</box>
ad-paragraph: Εις τό νέον Ζαχαροπλαστείον τού «Πα- ξιμά» Στοά Αρσακείου τιμαί : <box>349 1277 549 1285</box>
price-value: δράχ. 3:60 <box>536 1288 566 1297</box>
price-value: 180 <box>1484 1372 1495 1381</box>
ad-paragraph: Ό καιρός μάς είναι σε αγαθού' 'Ο δε ανευθύνονται διά τήν ελευθερία την εργασία σας είναι αληθινώς και αληθινός. Χρειάζεται την πρώτην επισκοπεί εργασίας των διαφορίστων. <box>581 1344 798 1370</box>
rule-divider <box>392 590 522 591</box>
price-value: » 0.25 <box>548 1360 566 1369</box>
ad-heading: Ε. και Π. ΕΥΣΤΡΑΤΙΟΥ <box>1339 1383 1433 1394</box>
ad-subtitle: ΔΙΑ · ΠΑΙΔΙΑ · ΚΑΙ · ΚΟΡΑΣΙΑ <box>604 1403 775 1416</box>
rule-divider <box>392 329 522 330</box>
ad-paragraph: Πρός 10 δραχμάς ο τόμος. Πωλούνται εν τώ γραφείω «εκδόσεως Εν- ρισθίου αριθ. 38. <box>581 1442 798 1459</box>
article-paragraph: Οι ύγιεινομικοί αξιωματικοί, θέον νά παρήγουν ωραίαν την συνδρομήν των εις τούς αξιωματικούς και τούς άνδρας τού στρατού, τούς αναμνηστικούς νά αναφέρουν είς τάς ύγιεινομικάς τών κανονισμών επιχαιρομένων. Δύνανται νά εξασκήσωσιν ελευθέρως το επάγγελμά των, όπι τών ώρων να μή παραβλέπωνται τα πάντα τά στρα- τιωτικά των καθήκοντα. <box>117 284 334 336</box>
rule-divider <box>624 168 754 169</box>
price-table <box>1277 1336 1495 1381</box>
price-row <box>349 1333 566 1342</box>
article-headline: ZOHΣ - ALLIANZA <box>418 616 497 627</box>
article-paragraph: Οι άγοντες ηλικίαν άνω τών 45, διορί- ζονται κατά προτίμησιν είς τα ιδρύματα τών νοσων, ή τα εν τω έσωτ. Ιδρύματα, τα δέ πρός τούς ύγειονομικούς αξιωματικούς, λαμβάνουν βαθμόν αντιστοιχούντα πρός την βαθμίδα των κατά τούς χρονιμότητά ανήλικομε- νω 400 δραχμών διά τήν αγοράν τής στρα- λής. Εξιωρίζονται εκείνοι, ούτινες κατά- ταστονται εν τοις ύγειονομικοίς ιδρύμασιν δεινά είσιν εκτός τού θεάτρου τών επιχειρή- σεων, ούτινες ούτε βαθμών λαμβάνουσιν, ούτε μέρισμά τήν στολήν. Είς τούς κατά τους τελευταίους πόλεμου τούς έπιθάνοντας εν καιρώ ειρήνης, ά εν ώρα επιστρατεύσεως προφορμάς των. <box>117 442 334 519</box>
price-value: 140 <box>1484 1354 1495 1363</box>
footnote-row <box>118 2134 1498 2142</box>
article-paragraph: Την 10ην ώραν π. μ. οί Α.Α.Μ.Μ. ο Βασιλεύς καί ή Βασίλισσα, μετά τής Α.Β.Υ. τού Διαδόχου καί τού Πρ. Γ. τής Σωτήρου Του και τών Α.Α.Υ.Υ. τών Βασιλικών Πριγκίπων, μεταβήσονται είς την 'Ιερόν Ναόν τής Μητροπόλεως. <box>813 485 1030 520</box>
article-paragraph: Έν τώ βαθμώ τού ανθυπιλιχαγού 2 έτη, » » υπολοχαγού 3.—, » » λοχαγού 4.—, » » ταγματάρχου 5.—, » » αντισυνταγμάτ. 5.— <box>117 262 334 280</box>
article-paragraph: Ή Εταιρία τού Σιδηροδρόμου Λαρίσσης δι' εγγράφου της πρός το Υπουργείον τών Στρατιωτικών παρεκάλεσεν όπως ενισχυ- θώσι τα καταστάντα αποστήματα θέσεων και Λεβαδείας, τα οποία έκ των διατυχήν σταθμών αυτής. Κατόπιν τούτου τό υπουρ- γείον ενέκρινε την τοποθέτησιν δεκάτην οχω- ληρίτης ανδρών είς εκάστου σταθμού αυτό- σματα. Φροντίς τών διεθνών υποχρεώσεων καί κατ' ιδίαν ως διευθυντών των καί ο άν- τιπρόσωπος τών σταθμών πρός τήν Στρατιωτικήν καί δ εν τοίς συμβολαίων τών Εταιρίας. <box>1045 484 1262 554</box>
ad-paragraph: Έν οίς α, χρησιμότατα διά μέσων σχολεί- ων ταχύτητα ως 6 γενική κατά τα εργόνα. <box>1277 1316 1495 1334</box>
article-paragraph: Οί κ. κ. αντιπρόσωποι τών ξένων Δυνά- μεων θέλουσι λάβει μέρος, εάν ευαρεστώνται είς την τελετήν ταύτην. <box>1045 364 1262 381</box>
article-paragraph: Τό υπουργείον τών Οικονομικών παρή- γειλε μέχρι τής 30 'Ιανουαρίου την προθε- σμίαν τής υποβολής τών δηλώσεων υπό τών οφειλετών. <box>1277 609 1495 627</box>
rule-divider <box>1088 558 1218 559</box>
paper-name: ΣΚΡΙΠ <box>759 92 841 113</box>
ad-col-3 <box>574 1250 806 2120</box>
article-headline: ΑΙ ΑΠΑΔΕΙΕΙΣ ΤΩΝ ΜΗ ΕΦΟΔΙΑΣΜΕΝΩΝ <box>1309 596 1463 606</box>
article-headline: ΗΣΥΧΙΑ ΕΝ ΜΑΝΤΖΟΥΡΙΑ <box>634 236 745 247</box>
rule-divider <box>581 1419 798 1420</box>
price-label: Κουραμπιέδες <box>349 1333 390 1342</box>
ad-heading: ΕΝΘΥΜΗΜΑ <box>429 1423 486 1434</box>
article-paragraph: 'Αττικής, ο Αξιωργος οί Δημαρχικοί Πά- ρεδροι, ο Πρόεδρος καί τα μέλη τού Δημο- τικού Συμβουλίου. 12) Ό Γενικός Διευθυν- τής τών Ταχυδρομείων καί τηλεγράφων, οί παρά τη Γεν. Διευθύνσει Τμηματάρχαι. 13) Ό Διευθυντής καί αί 'Επιθεωρηταί. <box>1045 126 1262 160</box>
price-row <box>1277 1336 1495 1345</box>
ad-subtitle: Ο ΠΕΙΡΑΙΩΣ ΕΧΕΙ <box>1102 1252 1205 1264</box>
price-value: 160 <box>1484 1363 1495 1372</box>
advertisement-grid <box>110 1250 1502 2120</box>
price-label: Τσουρέκια <box>349 1360 380 1369</box>
ad-paragraph: 'Εκαστον φιαλίδιον Δραχ. 2 <box>813 1373 892 1382</box>
article-headline: ΤΟ ΕΠΕΙΣΟΔΙΟΝ ΑΓΓΛΙΑΣ - ΡΩΣΣΙΑΣ <box>595 175 784 186</box>
